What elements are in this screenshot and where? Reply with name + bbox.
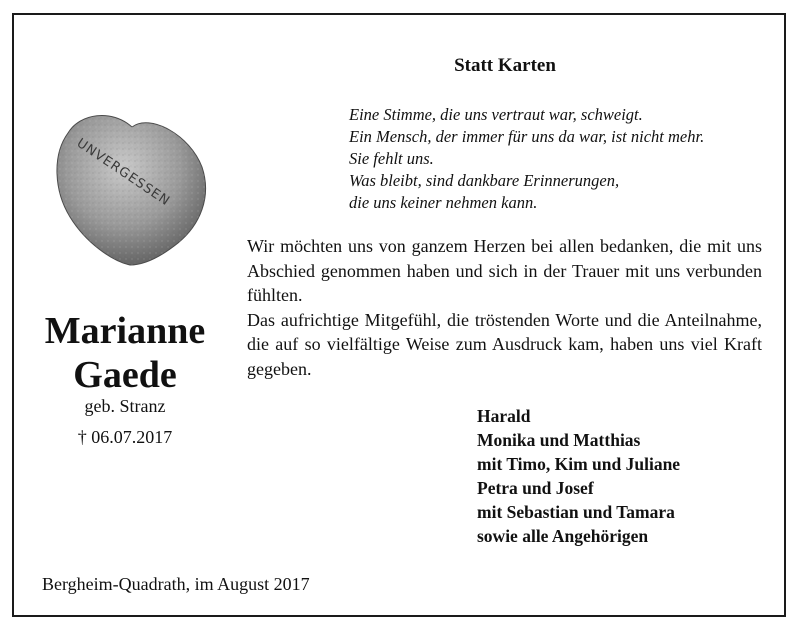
family-line: Harald — [477, 406, 531, 426]
thanks-message — [247, 234, 762, 381]
death-date: † 06.07.2017 — [77, 427, 173, 447]
stone-heart-icon — [50, 105, 220, 270]
poem-line: Was bleibt, sind dankbare Erinnerungen, — [349, 171, 620, 190]
family-line: Monika und Matthias — [477, 430, 641, 450]
poem-line: die uns keiner nehmen kann. — [349, 193, 538, 212]
heart-engraving: UNVERGESSEN — [73, 135, 173, 210]
heading: Statt Karten — [454, 55, 556, 76]
deceased-first-name: Marianne — [44, 310, 206, 352]
deceased-last-name: Gaede — [73, 354, 177, 396]
family-line: sowie alle Angehörigen — [477, 526, 649, 546]
family-line: Petra und Josef — [477, 478, 594, 498]
poem — [349, 104, 704, 214]
message-paragraph-2: Das aufrichtige Mitgefühl, die tröstenden Worte und die Anteilnahme, die auf so vielfältige Weise zum Ausdruck kam, haben uns viel Kraft gegeben. — [247, 309, 762, 379]
poem-line: Sie fehlt uns. — [349, 149, 434, 168]
birth-name: geb. Stranz — [84, 396, 166, 416]
family-line: mit Sebastian und Tamara — [477, 502, 675, 522]
place-date: Bergheim-Quadrath, im August 2017 — [42, 574, 310, 594]
family-signature — [477, 404, 680, 548]
poem-line: Eine Stimme, die uns vertraut war, schweigt. — [349, 105, 643, 124]
family-line: mit Timo, Kim und Juliane — [477, 454, 681, 474]
message-paragraph-1: Wir möchten uns von ganzem Herzen bei allen bedanken, die mit uns Abschied genommen haben und sich in der Trauer mit uns verbunden fühlten. — [247, 236, 762, 305]
poem-line: Ein Mensch, der immer für uns da war, ist nicht mehr. — [349, 127, 705, 146]
